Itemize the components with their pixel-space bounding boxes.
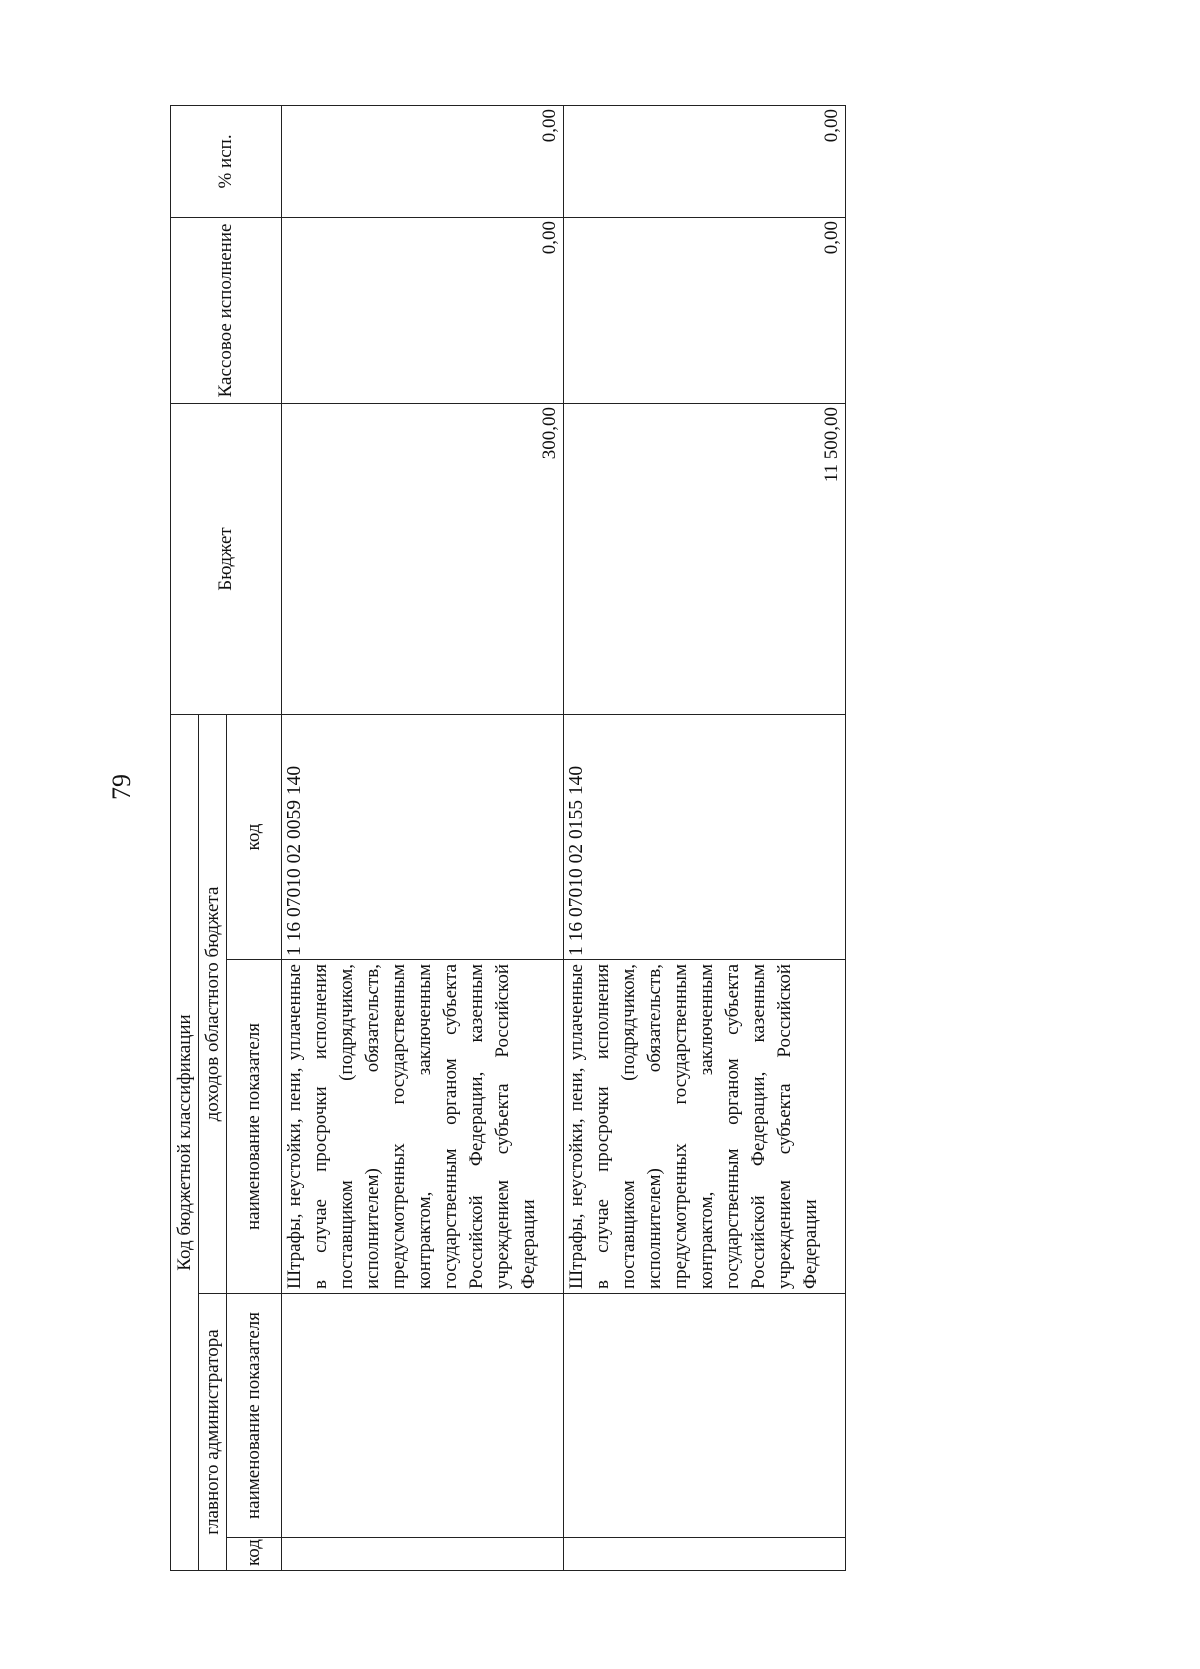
income-code-header: код [227,714,282,959]
indicator-name-header: наименование показателя [227,960,282,1294]
income-code-cell: 1 16 07010 02 0155 140 [564,714,846,959]
classification-header: Код бюджетной классификации [171,714,199,1570]
admin-code-cell [282,1538,564,1571]
budget-cell: 300,00 [282,403,564,714]
cash-execution-header: Кассовое исполнение [171,217,282,403]
admin-indicator-name-header: наименование показателя [227,1294,282,1538]
cash-execution-cell: 0,00 [564,217,846,403]
admin-code-header: код [227,1538,282,1571]
budget-cell: 11 500,00 [564,403,846,714]
indicator-name-cell: Штрафы, неустойки, пени, уплаченные в случае просрочки исполнения поставщиком (подрядчиком, исполнителем) обязательств, предусмотренных государственным контрактом, заключенным государственным органом субъекта Российской Федерации, казенным учреждением субъекта Российской Федерации [564,960,846,1294]
budget-table [170,105,846,1571]
header-row-1 [171,105,199,1570]
admin-code-cell [564,1538,846,1571]
admin-name-cell [282,1294,564,1538]
rotated-table-container [170,106,845,1571]
table-row [564,105,846,1570]
regional-income-header: доходов областного бюджета [199,714,227,1293]
table-row [282,105,564,1570]
page-number: 79 [107,774,136,800]
percent-cell: 0,00 [564,105,846,217]
percent-header: % исп. [171,105,282,217]
admin-name-cell [564,1294,846,1538]
cash-execution-cell: 0,00 [282,217,564,403]
main-admin-header: главного администратора [199,1294,227,1571]
budget-header: Бюджет [171,403,282,714]
percent-cell: 0,00 [282,105,564,217]
income-code-cell: 1 16 07010 02 0059 140 [282,714,564,959]
indicator-name-cell: Штрафы, неустойки, пени, уплаченные в случае просрочки исполнения поставщиком (подрядчиком, исполнителем) обязательств, предусмотренных государственным контрактом, заключенным государственным органом субъекта Российской Федерации, казенным учреждением субъекта Российской Федерации [282,960,564,1294]
